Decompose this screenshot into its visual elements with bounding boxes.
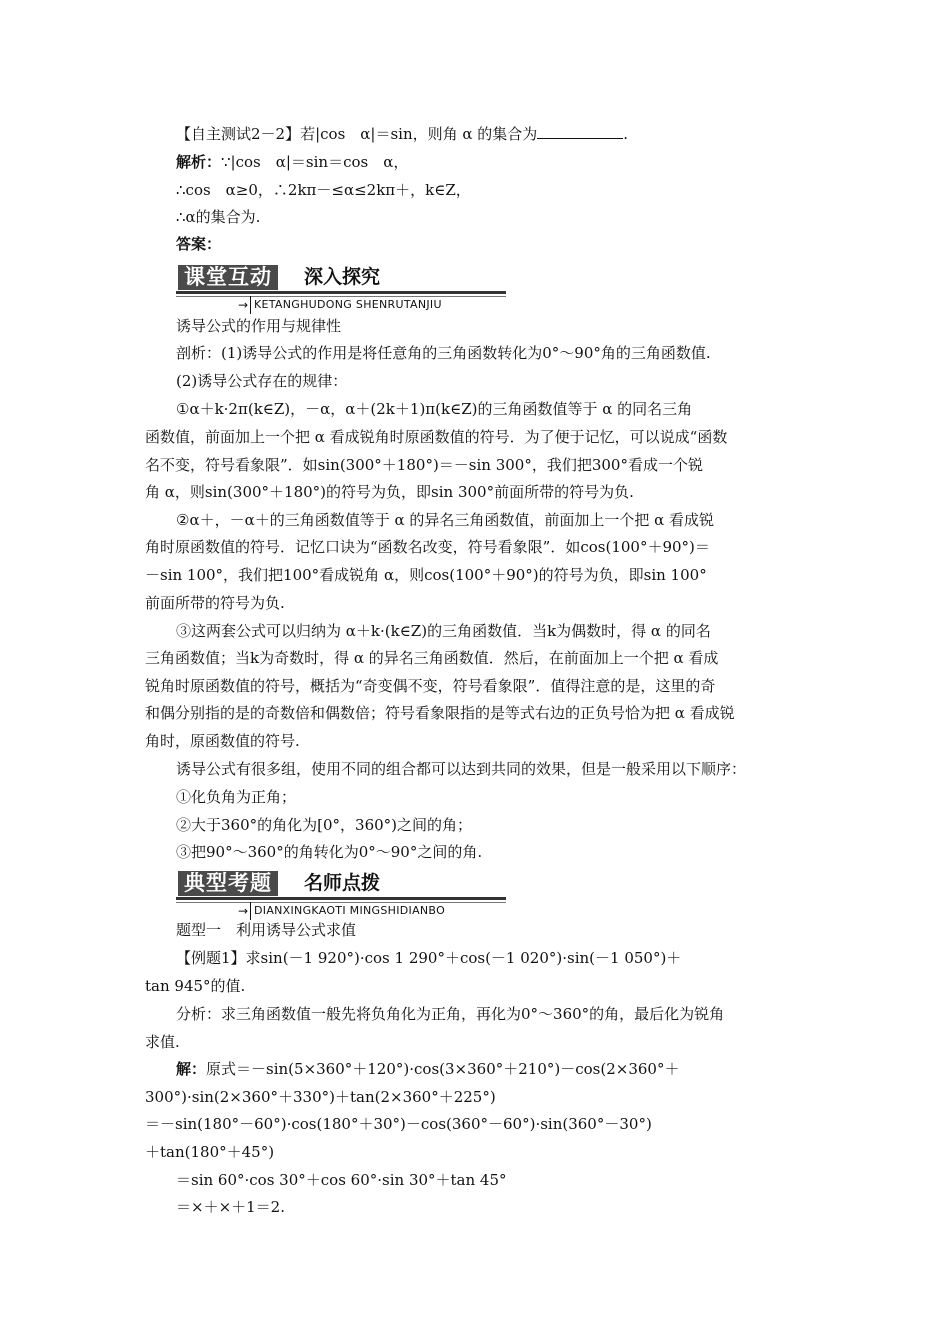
rule-3-line-2: 三角函数值；当k为奇数时，得 α 的异名三角函数值．然后，在前面加上一个把 α 看成 xyxy=(145,649,719,667)
order-step-1: ①化负角为正角； xyxy=(176,788,297,806)
example-question-line-2: tan 945°的值. xyxy=(145,977,246,995)
analysis-label: 解析： xyxy=(176,153,222,171)
banner-light-title: 深入探究 xyxy=(304,266,381,288)
rule-3-line-4: 和偶分别指的是的奇数倍和偶数倍；符号看象限指的是等式右边的正负号恰为把 α 看成锐 xyxy=(145,704,735,722)
banner-subtitle: DIANXINGKAOTI MINGSHIDIANBO xyxy=(250,902,445,920)
answer-label: 答案： xyxy=(176,235,222,253)
rule-1-line-2: 函数值，前面加上一个把 α 看成锐角时原函数值的符号．为了便于记忆，可以说成“函数 xyxy=(145,428,728,446)
type-title: 题型一 利用诱导公式求值 xyxy=(176,921,357,939)
order-intro: 诱导公式有很多组，使用不同的组合都可以达到共同的效果，但是一般采用以下顺序： xyxy=(176,760,747,778)
example-analysis-line-1: 分析：求三角函数值一般先将负角化为正角，再化为0°～360°的角，最后化为锐角 xyxy=(176,1005,725,1023)
banner-subtitle: KETANGHUDONG SHENRUTANJIU xyxy=(250,296,442,314)
rule-1-line-4: 角 α，则sin(300°＋180°)的符号为负，即sin 300°前面所带的符号为负. xyxy=(145,483,634,501)
section-banner-classroom xyxy=(176,262,506,316)
self-test-question-text: 【自主测试2－2】若|cos α|＝sin，则角 α 的集合为 xyxy=(176,125,538,143)
rule-3-line-3: 锐角时原函数值的符号，概括为“奇变偶不变，符号看象限”．值得注意的是，这里的奇 xyxy=(145,677,716,695)
explore-p2: (2)诱导公式存在的规律： xyxy=(176,372,348,390)
analysis-line-1: ∵|cos α|＝sin＝cos α， xyxy=(221,153,409,171)
solution-line-4: ＋tan(180°＋45°) xyxy=(145,1143,275,1161)
solution-label: 解： xyxy=(176,1060,207,1078)
example-question-line-1: 【例题1】求sin(－1 920°)·cos 1 290°＋cos(－1 020°)·sin(－1 050°)＋ xyxy=(176,949,682,967)
rule-3-line-1: ③这两套公式可以归纳为 α＋k·(k∈Z)的三角函数值．当k为偶数时，得 α 的同名 xyxy=(176,622,711,640)
explore-p1: 剖析：(1)诱导公式的作用是将任意角的三角函数转化为0°～90°角的三角函数值. xyxy=(176,344,711,362)
order-step-2: ②大于360°的角化为[0°，360°)之间的角； xyxy=(176,816,473,834)
rule-2-line-2: 角时原函数值的符号．记忆口诀为“函数名改变，符号看象限”．如cos(100°＋90°)＝ xyxy=(145,538,710,556)
self-test-question-end: . xyxy=(623,125,629,143)
solution-line-6: ＝×＋×＋1＝2. xyxy=(176,1198,285,1216)
rule-3-line-5: 角时，原函数值的符号. xyxy=(145,732,300,750)
order-step-3: ③把90°～360°的角转化为0°～90°之间的角. xyxy=(176,843,483,861)
analysis-line-3: ∴α的集合为. xyxy=(176,208,261,226)
explore-title: 诱导公式的作用与规律性 xyxy=(176,317,342,335)
self-test-question xyxy=(176,124,841,144)
solution-text-1: 原式＝－sin(5×360°＋120°)·cos(3×360°＋210°)－cos(2×360°＋ xyxy=(206,1060,680,1078)
answer-blank xyxy=(537,124,623,139)
banner-light-title: 名师点拨 xyxy=(304,872,381,894)
rule-2-line-4: 前面所带的符号为负. xyxy=(145,594,285,612)
rule-2-line-1: ②α＋，－α＋的三角函数值等于 α 的异名三角函数值，前面加上一个把 α 看成锐 xyxy=(176,511,715,529)
banner-dark-title: 典型考题 xyxy=(178,871,278,896)
solution-line-3: ＝－sin(180°－60°)·cos(180°＋30°)－cos(360°－60°)·sin(360°－30°) xyxy=(145,1115,652,1133)
example-analysis-line-2: 求值. xyxy=(145,1033,180,1051)
solution-line-1 xyxy=(176,1059,810,1079)
rule-1-line-3: 名不变，符号看象限”．如sin(300°＋180°)＝－sin 300°，我们把300°看成一个锐 xyxy=(145,456,703,474)
rule-1-line-1: ①α＋k·2π(k∈Z)，－α，α＋(2k＋1)π(k∈Z)的三角函数值等于 α 的同名三角 xyxy=(176,400,693,418)
self-test-analysis xyxy=(176,152,841,172)
banner-rule xyxy=(176,897,506,900)
section-banner-typical xyxy=(176,868,506,922)
analysis-line-2: ∴cos α≥0，∴2kπ－≤α≤2kπ＋，k∈Z， xyxy=(176,181,471,199)
solution-line-2: 300°)·sin(2×360°＋330°)＋tan(2×360°＋225°) xyxy=(145,1088,496,1106)
arrow-icon: → xyxy=(238,904,249,918)
rule-2-line-3: －sin 100°，我们把100°看成锐角 α，则cos(100°＋90°)的符号为负，即sin 100° xyxy=(145,566,707,584)
solution-line-5: ＝sin 60°·cos 30°＋cos 60°·sin 30°＋tan 45° xyxy=(176,1171,507,1189)
banner-dark-title: 课堂互动 xyxy=(178,265,278,290)
arrow-icon: → xyxy=(238,298,249,312)
banner-rule xyxy=(176,291,506,294)
